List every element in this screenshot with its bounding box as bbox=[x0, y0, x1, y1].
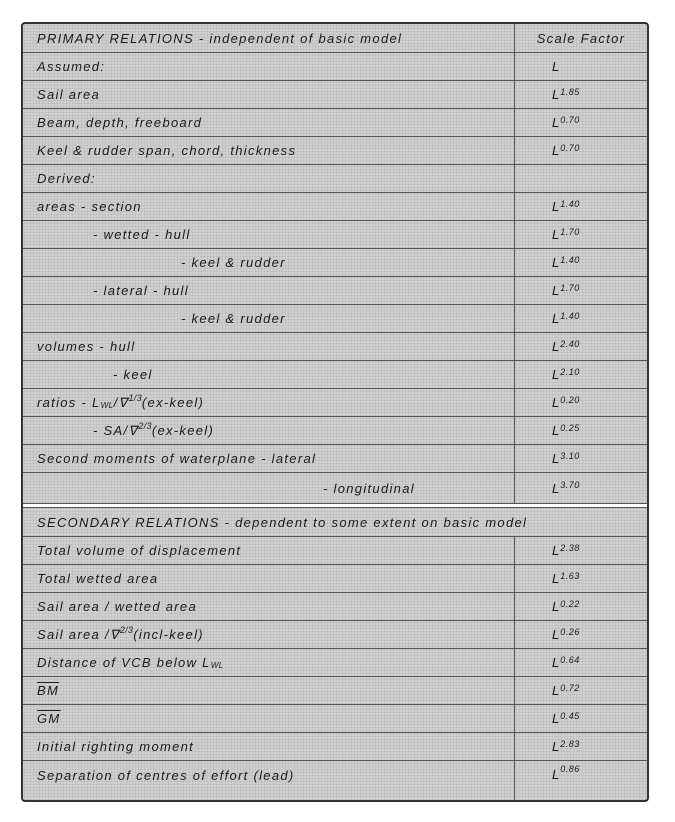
row-label: Separation of centres of effort (lead) bbox=[37, 767, 295, 783]
row-label: Initial righting moment bbox=[37, 739, 195, 754]
row-label: - longitudinal bbox=[323, 480, 415, 496]
scale-factor-cell bbox=[514, 137, 647, 164]
row-label: - lateral - hull bbox=[93, 283, 189, 298]
table-row bbox=[23, 249, 647, 277]
derived-label: Derived: bbox=[37, 171, 96, 186]
table-row bbox=[23, 473, 647, 503]
factor-exponent: 2.40 bbox=[560, 338, 580, 349]
table-row bbox=[23, 649, 647, 677]
primary-relations-heading: PRIMARY RELATIONS - independent of basic model bbox=[37, 30, 403, 46]
factor-base: L bbox=[552, 543, 561, 558]
assumed-label: Assumed: bbox=[37, 59, 106, 74]
table-row bbox=[23, 277, 647, 305]
secondary-relations-heading: SECONDARY RELATIONS - dependent to some extent on basic model bbox=[37, 514, 528, 530]
factor-exponent: 0.26 bbox=[560, 626, 580, 637]
table-row bbox=[23, 137, 647, 165]
label-superscript: 1/3 bbox=[128, 392, 142, 403]
scale-factor-cell bbox=[514, 593, 647, 620]
factor-exponent: 1.40 bbox=[560, 254, 580, 265]
scale-factor-cell bbox=[514, 417, 647, 444]
secondary-header-row bbox=[23, 508, 647, 537]
factor-exponent: 2.83 bbox=[560, 738, 580, 749]
factor-base: L bbox=[552, 255, 561, 270]
label-prefix: - SA/∇ bbox=[93, 422, 139, 438]
factor-base: L bbox=[552, 627, 561, 642]
factor-base: L bbox=[552, 227, 561, 242]
row-label bbox=[37, 389, 204, 416]
factor-base: L bbox=[552, 711, 561, 726]
table-row bbox=[23, 593, 647, 621]
row-label bbox=[37, 649, 224, 676]
scale-factor-cell bbox=[514, 109, 647, 136]
scale-factor-cell bbox=[514, 473, 647, 503]
factor-base: L bbox=[552, 571, 561, 586]
label-prefix: Sail area /∇ bbox=[37, 626, 120, 642]
factor-base: L bbox=[552, 367, 561, 382]
row-label: Sail area bbox=[37, 87, 101, 102]
factor-exponent: 1.85 bbox=[560, 86, 580, 97]
factor-base: L bbox=[552, 87, 561, 102]
scale-factor-cell bbox=[514, 677, 647, 704]
factor-base: L bbox=[552, 480, 561, 496]
factor-exponent: 0.70 bbox=[560, 142, 580, 153]
scale-factor-table bbox=[21, 22, 649, 802]
label-superscript: 2/3 bbox=[119, 624, 134, 635]
table-row bbox=[23, 621, 647, 649]
factor-exponent: 0.20 bbox=[560, 394, 580, 405]
label-suffix: (ex-keel) bbox=[151, 423, 215, 438]
scale-factor-cell bbox=[514, 193, 647, 220]
factor-base: L bbox=[552, 115, 561, 130]
row-label: Total volume of displacement bbox=[37, 543, 242, 558]
assumed-row bbox=[23, 53, 647, 81]
scale-factor-cell bbox=[514, 705, 647, 732]
table-row bbox=[23, 221, 647, 249]
table-row bbox=[23, 81, 647, 109]
row-label: Sail area / wetted area bbox=[37, 599, 197, 614]
row-label: areas - section bbox=[37, 199, 142, 214]
row-label: Total wetted area bbox=[37, 571, 159, 586]
scale-factor-cell bbox=[514, 389, 647, 416]
factor-exponent: 1.70 bbox=[560, 282, 580, 293]
factor-base: L bbox=[552, 311, 561, 326]
factor-base: L bbox=[552, 59, 561, 74]
factor-exponent: 1.40 bbox=[560, 310, 580, 321]
row-label: volumes - hull bbox=[37, 339, 136, 354]
factor-exponent: 3.10 bbox=[560, 450, 580, 461]
table-row bbox=[23, 565, 647, 593]
empty-factor-cell bbox=[514, 165, 647, 192]
scale-factor-heading: Scale Factor bbox=[514, 24, 647, 52]
factor-exponent: 3.70 bbox=[560, 480, 580, 490]
factor-exponent: 0.64 bbox=[560, 654, 580, 665]
factor-base: L bbox=[552, 655, 561, 670]
scale-factor-cell bbox=[514, 333, 647, 360]
label-subscript: WL bbox=[210, 661, 224, 670]
factor-base: L bbox=[552, 739, 561, 754]
row-label: $\overline{GM}$ bbox=[37, 711, 61, 726]
row-label: - keel & rudder bbox=[181, 255, 286, 270]
row-label: Beam, depth, freeboard bbox=[37, 115, 203, 130]
table-row bbox=[23, 761, 647, 800]
factor-base: L bbox=[552, 199, 561, 214]
table-row bbox=[23, 445, 647, 473]
factor-exponent: 2.38 bbox=[560, 542, 580, 553]
factor-exponent: 0.70 bbox=[560, 114, 580, 125]
table-row bbox=[23, 677, 647, 705]
factor-base: L bbox=[552, 451, 561, 466]
label-prefix: Distance of VCB below L bbox=[37, 655, 211, 670]
factor-base: L bbox=[552, 423, 561, 438]
row-label: Keel & rudder span, chord, thickness bbox=[37, 143, 297, 158]
row-label: - keel & rudder bbox=[181, 311, 286, 326]
scale-factor-cell bbox=[514, 565, 647, 592]
table-row bbox=[23, 193, 647, 221]
label-prefix: ratios - L bbox=[37, 395, 101, 410]
factor-base: L bbox=[552, 599, 561, 614]
factor-base: L bbox=[552, 283, 561, 298]
scale-factor-cell bbox=[514, 733, 647, 760]
factor-exponent: 1.70 bbox=[560, 226, 580, 237]
factor-exponent: 0.72 bbox=[560, 682, 580, 693]
primary-header-row bbox=[23, 24, 647, 53]
table-row bbox=[23, 389, 647, 417]
factor-base: L bbox=[552, 339, 561, 354]
label-suffix: (incl-keel) bbox=[133, 627, 204, 642]
label-suffix: (ex-keel) bbox=[141, 395, 205, 410]
table-row bbox=[23, 109, 647, 137]
scale-factor-cell bbox=[514, 537, 647, 564]
table-row bbox=[23, 417, 647, 445]
table-row bbox=[23, 537, 647, 565]
scale-factor-cell bbox=[514, 621, 647, 648]
row-label bbox=[93, 417, 214, 444]
scale-factor-cell bbox=[514, 249, 647, 276]
factor-exponent: 1.40 bbox=[560, 198, 580, 209]
factor-exponent: 0.25 bbox=[560, 422, 580, 433]
factor-base: L bbox=[552, 395, 561, 410]
scale-factor-cell bbox=[514, 761, 647, 800]
scale-factor-cell bbox=[514, 81, 647, 108]
factor-base: L bbox=[552, 683, 561, 698]
table-row bbox=[23, 333, 647, 361]
factor-base: L bbox=[552, 143, 561, 158]
row-label: $\overline{BM}$ bbox=[37, 683, 60, 698]
assumed-factor bbox=[514, 53, 647, 80]
row-label: - wetted - hull bbox=[93, 227, 191, 242]
row-label bbox=[37, 621, 204, 648]
factor-exponent: 0.22 bbox=[560, 598, 580, 609]
table-row bbox=[23, 305, 647, 333]
scale-factor-cell bbox=[514, 445, 647, 472]
factor-exponent: 0.86 bbox=[560, 764, 580, 774]
table-row bbox=[23, 361, 647, 389]
scale-factor-cell bbox=[514, 305, 647, 332]
row-label: Second moments of waterplane - lateral bbox=[37, 451, 317, 466]
label-subscript: WL bbox=[100, 401, 114, 410]
table-row bbox=[23, 733, 647, 761]
label-mid: /∇ bbox=[113, 394, 129, 410]
row-label: - keel bbox=[113, 367, 153, 382]
label-superscript: 2/3 bbox=[138, 420, 152, 431]
scale-factor-cell bbox=[514, 649, 647, 676]
factor-exponent: 1.63 bbox=[560, 570, 580, 581]
derived-row bbox=[23, 165, 647, 193]
factor-base: L bbox=[552, 767, 561, 782]
factor-exponent: 2.10 bbox=[560, 366, 580, 377]
scale-factor-cell bbox=[514, 221, 647, 248]
table-row bbox=[23, 705, 647, 733]
scale-factor-cell bbox=[514, 361, 647, 388]
factor-exponent: 0.45 bbox=[560, 710, 580, 721]
scale-factor-cell bbox=[514, 277, 647, 304]
